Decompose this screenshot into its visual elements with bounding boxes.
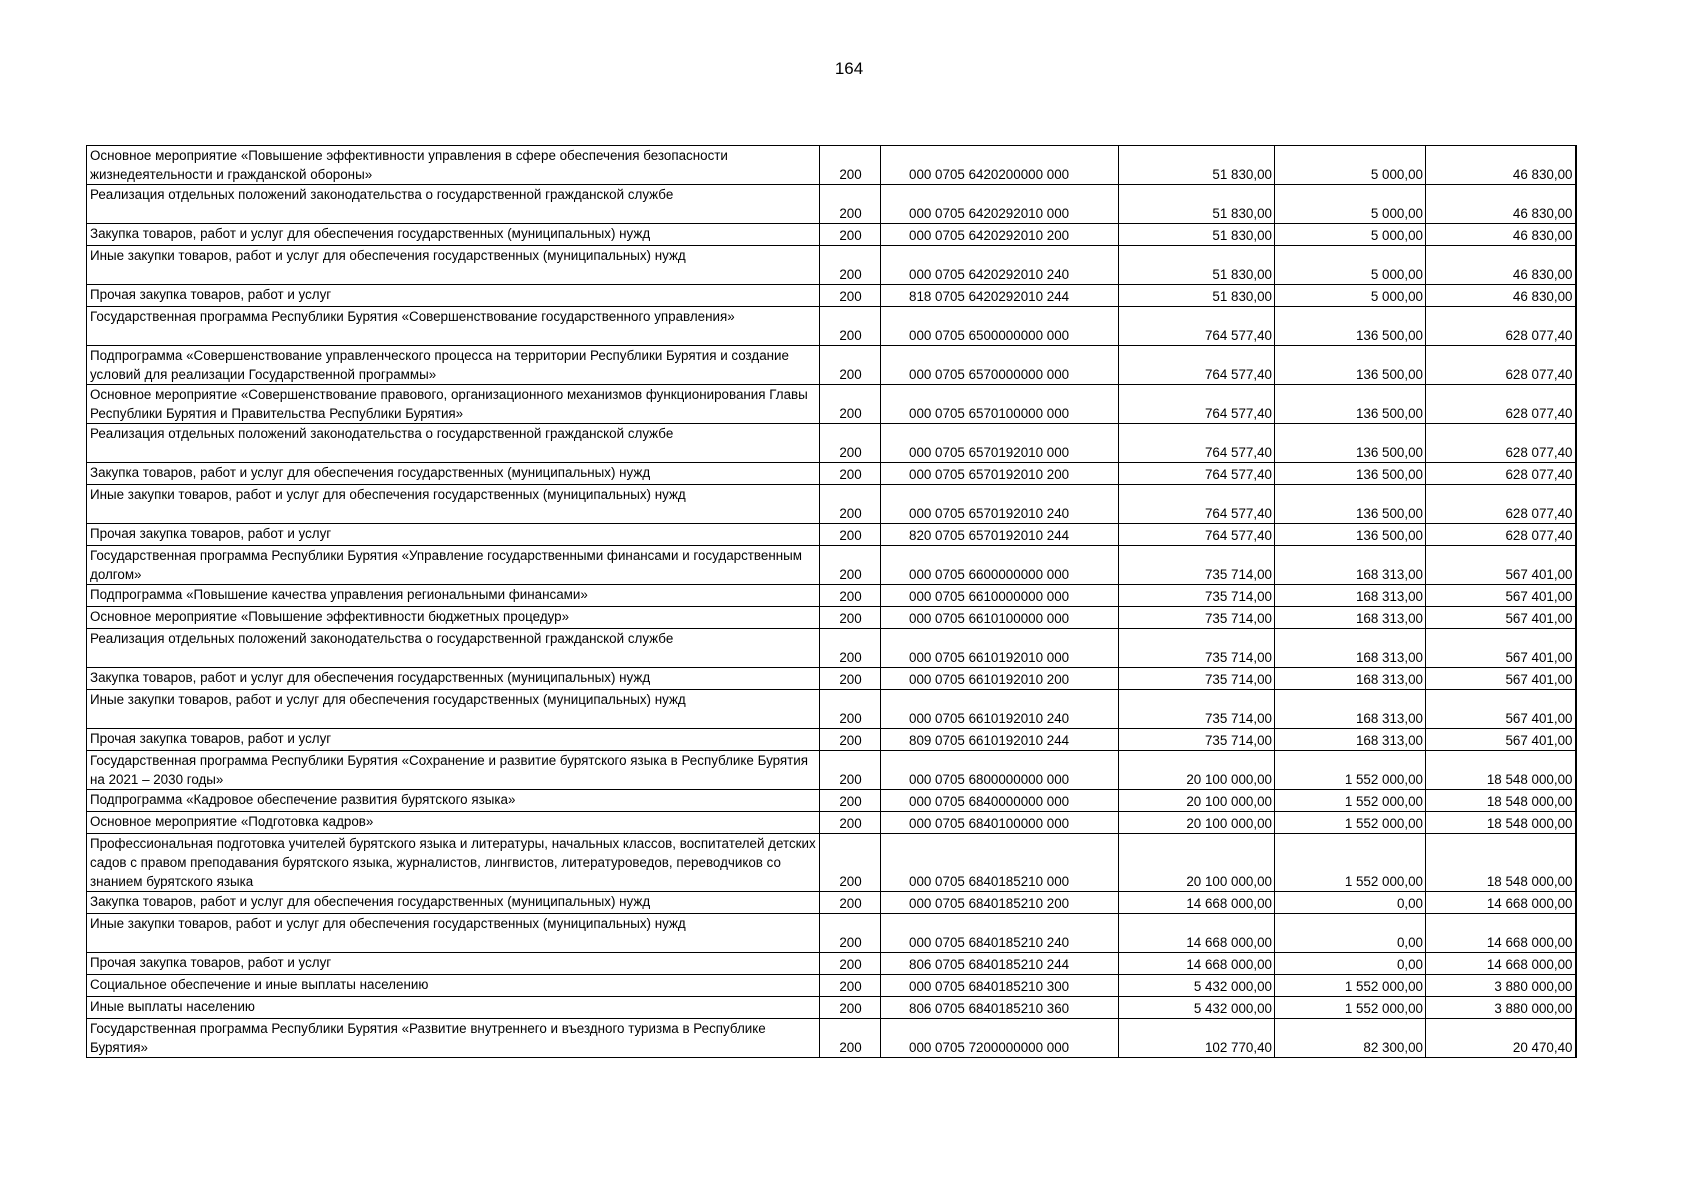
table-row [87,524,1576,546]
row-name: Государственная программа Республики Бурятия «Развитие внутреннего и въездного туризма в Республике Бурятия» [87,1019,820,1058]
row-col3: 46 830,00 [1426,146,1576,185]
row-col3: 567 401,00 [1426,690,1576,729]
row-name: Иные закупки товаров, работ и услуг для обеспечения государственных (муниципальных) нужд [87,914,820,953]
row-total: 20 100 000,00 [1119,834,1275,892]
row-total: 51 830,00 [1119,146,1275,185]
row-col3: 46 830,00 [1426,185,1576,224]
row-name: Реализация отдельных положений законодательства о государственной гражданской службе [87,629,820,668]
row-col2: 5 000,00 [1275,224,1426,246]
row-code: 200 [820,729,881,751]
row-name: Подпрограмма «Кадровое обеспечение развития бурятского языка» [87,790,820,812]
row-classification: 000 0705 6800000000 000 [881,751,1119,790]
row-total: 735 714,00 [1119,629,1275,668]
row-col2: 168 313,00 [1275,690,1426,729]
table-row [87,485,1576,524]
row-col2: 0,00 [1275,892,1426,914]
row-classification: 000 0705 6570100000 000 [881,385,1119,424]
row-name: Государственная программа Республики Бурятия «Совершенствование государственного управления» [87,307,820,346]
row-name: Реализация отдельных положений законодательства о государственной гражданской службе [87,185,820,224]
row-total: 51 830,00 [1119,185,1275,224]
row-total: 51 830,00 [1119,285,1275,307]
row-total: 764 577,40 [1119,524,1275,546]
table-row [87,385,1576,424]
row-total: 764 577,40 [1119,346,1275,385]
row-name: Прочая закупка товаров, работ и услуг [87,953,820,975]
row-name: Прочая закупка товаров, работ и услуг [87,729,820,751]
budget-table [86,145,1577,1058]
row-name: Прочая закупка товаров, работ и услуг [87,285,820,307]
table-row [87,307,1576,346]
table-row [87,729,1576,751]
row-classification: 818 0705 6420292010 244 [881,285,1119,307]
table-row [87,668,1576,690]
row-total: 764 577,40 [1119,385,1275,424]
row-code: 200 [820,790,881,812]
row-col3: 3 880 000,00 [1426,997,1576,1019]
row-classification: 820 0705 6570192010 244 [881,524,1119,546]
row-total: 51 830,00 [1119,224,1275,246]
row-total: 5 432 000,00 [1119,975,1275,997]
row-col2: 168 313,00 [1275,607,1426,629]
row-name: Основное мероприятие «Повышение эффективности управления в сфере обеспечения безопасности жизнедеятельности и гражданской обороны» [87,146,820,185]
row-total: 764 577,40 [1119,424,1275,463]
row-total: 14 668 000,00 [1119,953,1275,975]
table-row [87,463,1576,485]
row-col3: 14 668 000,00 [1426,953,1576,975]
row-total: 764 577,40 [1119,485,1275,524]
row-classification: 000 0705 6610192010 200 [881,668,1119,690]
row-col3: 567 401,00 [1426,629,1576,668]
row-classification: 809 0705 6610192010 244 [881,729,1119,751]
row-col2: 0,00 [1275,953,1426,975]
row-col3: 18 548 000,00 [1426,790,1576,812]
row-name: Государственная программа Республики Бурятия «Сохранение и развитие бурятского языка в Республике Бурятия на 2021 – 2030 годы» [87,751,820,790]
row-col3: 628 077,40 [1426,424,1576,463]
row-col3: 567 401,00 [1426,585,1576,607]
row-col2: 168 313,00 [1275,729,1426,751]
row-col3: 46 830,00 [1426,246,1576,285]
row-name: Реализация отдельных положений законодательства о государственной гражданской службе [87,424,820,463]
row-col3: 14 668 000,00 [1426,892,1576,914]
row-classification: 000 0705 6610100000 000 [881,607,1119,629]
row-col2: 168 313,00 [1275,668,1426,690]
table-row [87,424,1576,463]
row-name: Иные закупки товаров, работ и услуг для обеспечения государственных (муниципальных) нужд [87,690,820,729]
row-total: 51 830,00 [1119,246,1275,285]
page-number: 164 [834,59,864,78]
table-row [87,346,1576,385]
row-code: 200 [820,463,881,485]
row-classification: 000 0705 6610000000 000 [881,585,1119,607]
row-col3: 18 548 000,00 [1426,751,1576,790]
row-name: Государственная программа Республики Бурятия «Управление государственными финансами и государственным долгом» [87,546,820,585]
table-row [87,146,1576,185]
row-code: 200 [820,246,881,285]
row-code: 200 [820,953,881,975]
row-code: 200 [820,914,881,953]
row-col2: 136 500,00 [1275,424,1426,463]
row-col3: 18 548 000,00 [1426,834,1576,892]
row-col3: 628 077,40 [1426,485,1576,524]
row-col2: 136 500,00 [1275,346,1426,385]
row-classification: 000 0705 6500000000 000 [881,307,1119,346]
row-name: Прочая закупка товаров, работ и услуг [87,524,820,546]
row-total: 20 100 000,00 [1119,790,1275,812]
row-name: Социальное обеспечение и иные выплаты населению [87,975,820,997]
row-name: Подпрограмма «Совершенствование управленческого процесса на территории Республики Бурятия и создание условий для реализации Государственной программы» [87,346,820,385]
row-total: 735 714,00 [1119,729,1275,751]
table-row [87,607,1576,629]
row-total: 735 714,00 [1119,690,1275,729]
row-code: 200 [820,185,881,224]
row-classification: 000 0705 7200000000 000 [881,1019,1119,1058]
row-classification: 000 0705 6420292010 200 [881,224,1119,246]
row-code: 200 [820,585,881,607]
table-row [87,812,1576,834]
row-classification: 000 0705 6420292010 240 [881,246,1119,285]
row-name: Основное мероприятие «Повышение эффективности бюджетных процедур» [87,607,820,629]
row-col2: 5 000,00 [1275,185,1426,224]
table-row [87,790,1576,812]
row-col2: 5 000,00 [1275,285,1426,307]
row-classification: 806 0705 6840185210 244 [881,953,1119,975]
row-col2: 168 313,00 [1275,629,1426,668]
row-col2: 1 552 000,00 [1275,997,1426,1019]
row-code: 200 [820,1019,881,1058]
row-total: 764 577,40 [1119,307,1275,346]
table-row [87,892,1576,914]
row-name: Подпрограмма «Повышение качества управления региональными финансами» [87,585,820,607]
table-row [87,690,1576,729]
row-classification: 000 0705 6840185210 000 [881,834,1119,892]
table-row [87,751,1576,790]
row-code: 200 [820,485,881,524]
row-code: 200 [820,607,881,629]
row-classification: 000 0705 6570000000 000 [881,346,1119,385]
row-classification: 000 0705 6420200000 000 [881,146,1119,185]
row-classification: 000 0705 6840100000 000 [881,812,1119,834]
row-code: 200 [820,346,881,385]
row-col3: 567 401,00 [1426,729,1576,751]
row-col3: 46 830,00 [1426,224,1576,246]
row-col3: 628 077,40 [1426,463,1576,485]
row-total: 735 714,00 [1119,668,1275,690]
row-col2: 1 552 000,00 [1275,812,1426,834]
row-total: 735 714,00 [1119,607,1275,629]
row-classification: 000 0705 6420292010 000 [881,185,1119,224]
row-classification: 000 0705 6570192010 240 [881,485,1119,524]
row-name: Основное мероприятие «Совершенствование правового, организационного механизмов функционирования Главы Республики Бурятия и Правительства Республики Бурятия» [87,385,820,424]
row-classification: 000 0705 6600000000 000 [881,546,1119,585]
row-col3: 628 077,40 [1426,524,1576,546]
row-code: 200 [820,668,881,690]
row-col3: 628 077,40 [1426,346,1576,385]
row-classification: 000 0705 6840185210 200 [881,892,1119,914]
row-col3: 567 401,00 [1426,607,1576,629]
row-col3: 567 401,00 [1426,546,1576,585]
table-row [87,1019,1576,1058]
row-total: 735 714,00 [1119,585,1275,607]
row-classification: 000 0705 6840000000 000 [881,790,1119,812]
row-classification: 000 0705 6570192010 000 [881,424,1119,463]
table-row [87,224,1576,246]
table-row [87,834,1576,892]
row-code: 200 [820,975,881,997]
table-row [87,246,1576,285]
row-code: 200 [820,629,881,668]
row-code: 200 [820,524,881,546]
table-row [87,546,1576,585]
row-total: 14 668 000,00 [1119,914,1275,953]
row-code: 200 [820,307,881,346]
row-col2: 1 552 000,00 [1275,790,1426,812]
row-col2: 136 500,00 [1275,485,1426,524]
row-col2: 5 000,00 [1275,246,1426,285]
row-name: Закупка товаров, работ и услуг для обеспечения государственных (муниципальных) нужд [87,668,820,690]
table-row [87,914,1576,953]
row-total: 5 432 000,00 [1119,997,1275,1019]
row-col2: 1 552 000,00 [1275,975,1426,997]
row-col2: 136 500,00 [1275,463,1426,485]
table-row [87,629,1576,668]
row-total: 764 577,40 [1119,463,1275,485]
table-row [87,997,1576,1019]
row-col2: 168 313,00 [1275,546,1426,585]
table-row [87,953,1576,975]
row-name: Закупка товаров, работ и услуг для обеспечения государственных (муниципальных) нужд [87,224,820,246]
table-row [87,285,1576,307]
row-total: 20 100 000,00 [1119,751,1275,790]
row-classification: 000 0705 6610192010 000 [881,629,1119,668]
row-code: 200 [820,751,881,790]
row-classification: 000 0705 6840185210 240 [881,914,1119,953]
row-col3: 628 077,40 [1426,307,1576,346]
row-col3: 628 077,40 [1426,385,1576,424]
row-col2: 136 500,00 [1275,307,1426,346]
row-code: 200 [820,146,881,185]
row-name: Закупка товаров, работ и услуг для обеспечения государственных (муниципальных) нужд [87,892,820,914]
row-col2: 168 313,00 [1275,585,1426,607]
row-code: 200 [820,424,881,463]
row-name: Профессиональная подготовка учителей бурятского языка и литературы, начальных классов, воспитателей детских садов с правом преподавания бурятского языка, журналистов, лингвистов, литературоведов, переводчиков со знанием бурятского языка [87,834,820,892]
row-code: 200 [820,385,881,424]
row-classification: 806 0705 6840185210 360 [881,997,1119,1019]
row-name: Закупка товаров, работ и услуг для обеспечения государственных (муниципальных) нужд [87,463,820,485]
table-row [87,185,1576,224]
table-row [87,975,1576,997]
row-code: 200 [820,224,881,246]
row-col2: 136 500,00 [1275,524,1426,546]
row-col2: 82 300,00 [1275,1019,1426,1058]
row-col2: 0,00 [1275,914,1426,953]
row-name: Иные выплаты населению [87,997,820,1019]
row-col3: 20 470,40 [1426,1019,1576,1058]
row-col2: 5 000,00 [1275,146,1426,185]
row-col3: 567 401,00 [1426,668,1576,690]
row-code: 200 [820,834,881,892]
row-code: 200 [820,690,881,729]
row-col2: 1 552 000,00 [1275,751,1426,790]
row-total: 14 668 000,00 [1119,892,1275,914]
row-total: 20 100 000,00 [1119,812,1275,834]
row-col3: 14 668 000,00 [1426,914,1576,953]
row-total: 102 770,40 [1119,1019,1275,1058]
row-col3: 46 830,00 [1426,285,1576,307]
row-col2: 1 552 000,00 [1275,834,1426,892]
row-classification: 000 0705 6610192010 240 [881,690,1119,729]
row-total: 735 714,00 [1119,546,1275,585]
row-col3: 18 548 000,00 [1426,812,1576,834]
row-col3: 3 880 000,00 [1426,975,1576,997]
row-code: 200 [820,546,881,585]
row-code: 200 [820,285,881,307]
row-name: Основное мероприятие «Подготовка кадров» [87,812,820,834]
row-name: Иные закупки товаров, работ и услуг для обеспечения государственных (муниципальных) нужд [87,246,820,285]
row-classification: 000 0705 6570192010 200 [881,463,1119,485]
row-code: 200 [820,812,881,834]
row-code: 200 [820,892,881,914]
row-col2: 136 500,00 [1275,385,1426,424]
row-name: Иные закупки товаров, работ и услуг для обеспечения государственных (муниципальных) нужд [87,485,820,524]
table-row [87,585,1576,607]
row-classification: 000 0705 6840185210 300 [881,975,1119,997]
row-code: 200 [820,997,881,1019]
